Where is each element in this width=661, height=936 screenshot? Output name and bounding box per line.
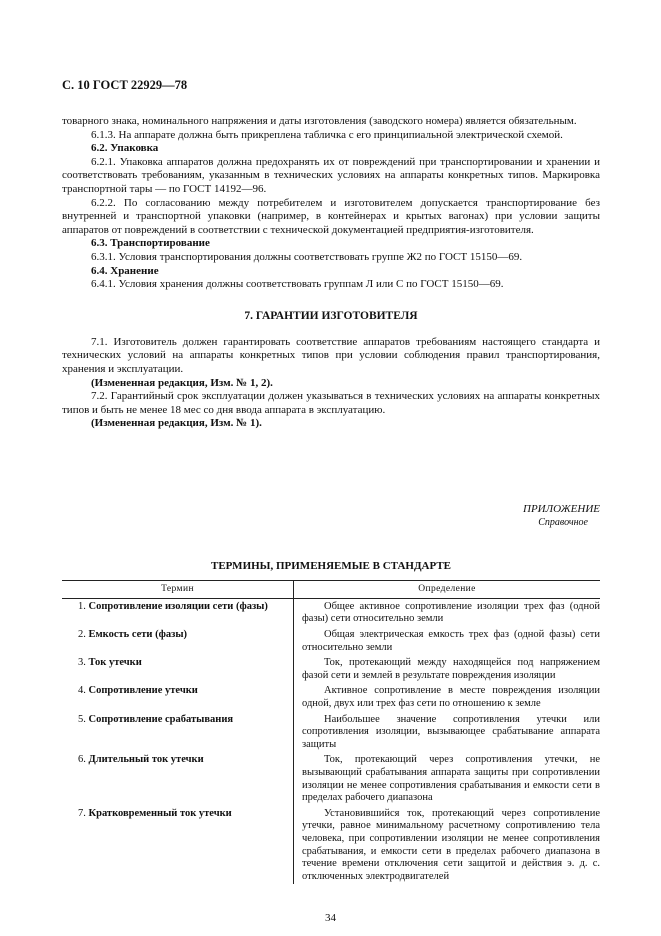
paragraph: 7.1. Изготовитель должен гарантировать соответствие аппаратов требованиям настоящего стандарта и технических условий на аппараты конкретных типов при условии соблюдения правил транспортирования, хранения и эксплуатации. xyxy=(62,335,600,375)
definition-cell xyxy=(294,627,601,655)
page-number: 34 xyxy=(325,912,336,924)
term-cell xyxy=(62,712,294,753)
appendix-sublabel: Справочное xyxy=(538,516,588,528)
term-cell xyxy=(62,598,294,627)
subsection-heading: 6.2. Упаковка xyxy=(91,142,159,155)
paragraph: 6.4.1. Условия хранения должны соответствовать группам Л или С по ГОСТ 15150—69. xyxy=(91,278,504,291)
column-header-definition: Определение xyxy=(294,580,601,598)
paragraph: 6.2.2. По согласованию между потребителем и изготовителем допускается транспортирование без внутренней и транспортной упаковки (например, в контейнерах и крытых вагонах) при условии защиты аппаратов от повреждений в соответствии с технической документацией предприятия-изготовителя. xyxy=(62,196,600,236)
definition-cell xyxy=(294,806,601,885)
term-cell xyxy=(62,683,294,711)
term-name: Сопротивление изоляции сети (фазы) xyxy=(88,600,268,612)
term-name: Ток утечки xyxy=(88,657,142,669)
term-cell xyxy=(62,806,294,885)
term-number: 6. xyxy=(78,754,86,766)
page-header: С. 10 ГОСТ 22929—78 xyxy=(62,78,188,92)
amendment-note: (Измененная редакция, Изм. № 1, 2). xyxy=(91,376,273,389)
paragraph: товарного знака, номинального напряжения и даты изготовления (заводского номера) является обязательным. xyxy=(62,115,577,127)
term-name: Сопротивление утечки xyxy=(88,685,198,697)
section-6-body xyxy=(62,115,600,292)
definition-text: Ток, протекающий через сопротивления утечки, не вызывающий срабатывания аппарата защиты при сопротивлении изоляции не менее сопротивления срабатывания и емкости сети в пределах рабочего диапазона xyxy=(302,754,600,804)
term-name: Длительный ток утечки xyxy=(88,754,204,766)
definition-text: Общая электрическая емкость трех фаз (одной фазы) сети относительно земли xyxy=(302,629,600,653)
amendment-note: (Измененная редакция, Изм. № 1). xyxy=(91,417,262,430)
term-number: 2. xyxy=(78,629,86,641)
definition-text: Ток, протекающий между находящейся под напряжением фазой сети и землей в результате повреждения изоляции xyxy=(302,657,600,681)
term-number: 3. xyxy=(78,657,86,669)
table-row xyxy=(62,712,600,753)
definition-text: Наибольшее значение сопротивления утечки или сопротивления изоляции, вызывающее срабатывание аппарата защиты xyxy=(302,713,600,750)
table-row xyxy=(62,683,600,711)
terms-table xyxy=(62,580,600,884)
paragraph: 6.1.3. На аппарате должна быть прикреплена табличка с его принципиальной электрической схемой. xyxy=(91,128,563,141)
term-number: 7. xyxy=(78,807,86,819)
appendix-label-block xyxy=(62,503,600,529)
term-cell xyxy=(62,752,294,805)
definition-cell xyxy=(294,655,601,683)
definition-text: Общее активное сопротивление изоляции трех фаз (одной фазы) сети относительно земли xyxy=(302,600,600,625)
term-name: Сопротивление срабатывания xyxy=(88,713,234,725)
paragraph: 6.3.1. Условия транспортирования должны соответствовать группе Ж2 по ГОСТ 15150—69. xyxy=(91,250,523,263)
term-number: 4. xyxy=(78,685,86,697)
definition-cell xyxy=(294,683,601,711)
table-row xyxy=(62,598,600,627)
terms-title: ТЕРМИНЫ, ПРИМЕНЯЕМЫЕ В СТАНДАРТЕ xyxy=(211,559,451,572)
definition-cell xyxy=(294,712,601,753)
document-page xyxy=(62,78,600,884)
subsection-heading: 6.3. Транспортирование xyxy=(91,237,210,250)
term-name: Кратковременный ток утечки xyxy=(88,807,232,819)
definition-text: Активное сопротивление в месте повреждения изоляции одной, двух или трех фаз сети по отношению к земле xyxy=(302,685,600,710)
term-name: Емкость сети (фазы) xyxy=(88,629,188,641)
appendix-label: ПРИЛОЖЕНИЕ xyxy=(523,502,600,515)
paragraph: 7.2. Гарантийный срок эксплуатации должен указываться в технических условиях на аппараты конкретных типов и быть не менее 18 мес со дня ввода аппарата в эксплуатацию. xyxy=(62,390,600,416)
section-7-title: 7. ГАРАНТИИ ИЗГОТОВИТЕЛЯ xyxy=(244,309,418,322)
definition-cell xyxy=(294,598,601,627)
section-7-body xyxy=(62,336,600,431)
term-cell xyxy=(62,627,294,655)
subsection-heading: 6.4. Хранение xyxy=(91,264,159,277)
table-row xyxy=(62,752,600,805)
term-cell xyxy=(62,655,294,683)
table-row xyxy=(62,806,600,885)
term-number: 5. xyxy=(78,713,86,725)
table-row xyxy=(62,655,600,683)
paragraph: 6.2.1. Упаковка аппаратов должна предохранять их от повреждений при транспортировании и хранении и соответствовать требованиям, указанным в технических условиях на аппараты конкретных типов. Маркировка транспортной тары — по ГОСТ 14192—96. xyxy=(62,155,600,195)
term-number: 1. xyxy=(78,600,86,612)
table-header-row xyxy=(62,580,600,598)
table-row xyxy=(62,627,600,655)
column-header-term: Термин xyxy=(62,580,294,598)
definition-text: Установившийся ток, протекающий через сопротивление утечки, равное минимальному расчетному сопротивлению тела человека, при сопротивлении изоляции не менее сопротивления срабатывания, и емкости сети в пределах рабочего диапазона в течение времени отключения сети защитой и действия э. д. с. отключенных электродвигателей xyxy=(302,807,600,882)
definition-cell xyxy=(294,752,601,805)
